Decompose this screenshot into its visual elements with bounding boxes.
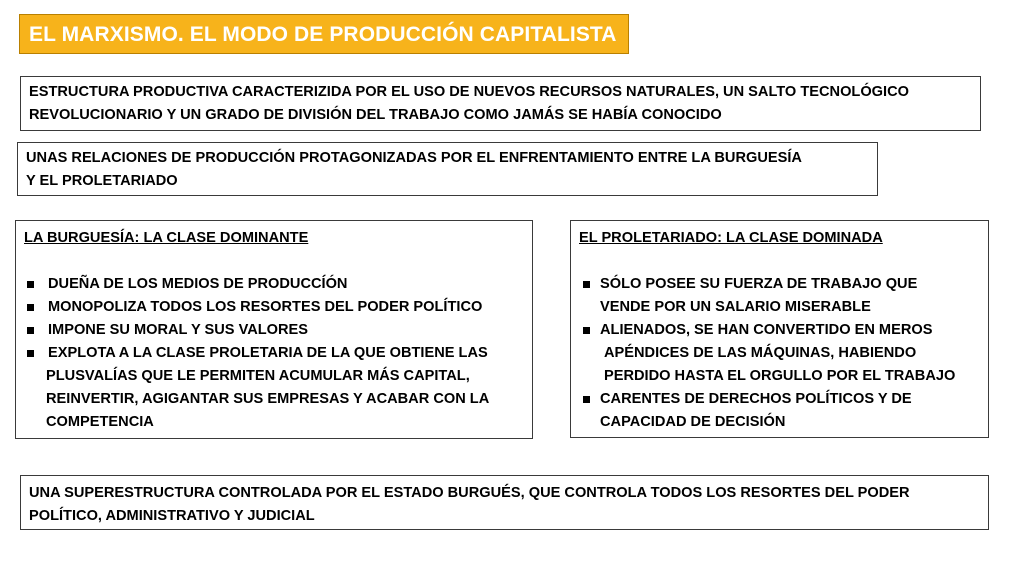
bullet-square-icon [583, 396, 590, 403]
proletariat-heading: EL PROLETARIADO: LA CLASE DOMINADA [579, 230, 883, 246]
production-relations-line-2: Y EL PROLETARIADO [26, 173, 178, 189]
superstructure-box [20, 475, 989, 530]
list-item-text: CAPACIDAD DE DECISIÓN [600, 414, 786, 430]
production-relations-line-1: UNAS RELACIONES DE PRODUCCIÓN PROTAGONIZADAS POR EL ENFRENTAMIENTO ENTRE LA BURGUESÍA [26, 150, 802, 166]
bourgeoisie-list [24, 273, 524, 434]
list-item-text: COMPETENCIA [46, 414, 154, 430]
list-item [579, 273, 980, 319]
bullet-square-icon [27, 281, 34, 288]
productive-structure-line-1: ESTRUCTURA PRODUCTIVA CARACTERIZIDA POR EL USO DE NUEVOS RECURSOS NATURALES, UN SALTO TECNOLÓGICO [29, 84, 909, 100]
productive-structure-line-2: REVOLUCIONARIO Y UN GRADO DE DIVISIÓN DEL TRABAJO COMO JAMÁS SE HABÍA CONOCIDO [29, 107, 722, 123]
bullet-square-icon [27, 304, 34, 311]
bourgeoisie-heading: LA BURGUESÍA: LA CLASE DOMINANTE [24, 230, 309, 246]
list-item-text: VENDE POR UN SALARIO MISERABLE [600, 299, 871, 315]
production-relations-box [17, 142, 878, 196]
list-item-text: DUEÑA DE LOS MEDIOS DE PRODUCCÍÓN [48, 276, 348, 292]
list-item-text: IMPONE SU MORAL Y SUS VALORES [48, 322, 309, 338]
list-item-text: PERDIDO HASTA EL ORGULLO POR EL TRABAJO [604, 368, 956, 384]
list-item-text: PLUSVALÍAS QUE LE PERMITEN ACUMULAR MÁS CAPITAL, [46, 368, 470, 384]
list-item [24, 342, 524, 434]
list-item-text: MONOPOLIZA TODOS LOS RESORTES DEL PODER POLÍTICO [48, 299, 483, 315]
proletariat-box [570, 220, 989, 438]
bullet-square-icon [27, 350, 34, 357]
list-item [24, 273, 524, 296]
proletariat-list [579, 273, 980, 434]
list-item-text: CARENTES DE DERECHOS POLÍTICOS Y DE [600, 391, 912, 407]
superstructure-line-1: UNA SUPERESTRUCTURA CONTROLADA POR EL ESTADO BURGUÉS, QUE CONTROLA TODOS LOS RESORTES DEL PODER [29, 485, 910, 501]
list-item [24, 296, 524, 319]
list-item-text: APÉNDICES DE LAS MÁQUINAS, HABIENDO [604, 345, 917, 361]
bourgeoisie-box [15, 220, 533, 439]
list-item-text: ALIENADOS, SE HAN CONVERTIDO EN MEROS [600, 322, 933, 338]
list-item [24, 319, 524, 342]
productive-structure-box [20, 76, 981, 131]
slide-title: EL MARXISMO. EL MODO DE PRODUCCIÓN CAPITALISTA [19, 14, 629, 54]
list-item-text: REINVERTIR, AGIGANTAR SUS EMPRESAS Y ACABAR CON LA [46, 391, 490, 407]
list-item-text: EXPLOTA A LA CLASE PROLETARIA DE LA QUE OBTIENE LAS [48, 345, 488, 361]
list-item [579, 319, 980, 388]
bullet-square-icon [583, 281, 590, 288]
bullet-square-icon [583, 327, 590, 334]
list-item-text: SÓLO POSEE SU FUERZA DE TRABAJO QUE [600, 276, 918, 292]
bullet-square-icon [27, 327, 34, 334]
list-item [579, 388, 980, 434]
superstructure-line-2: POLÍTICO, ADMINISTRATIVO Y JUDICIAL [29, 508, 315, 524]
